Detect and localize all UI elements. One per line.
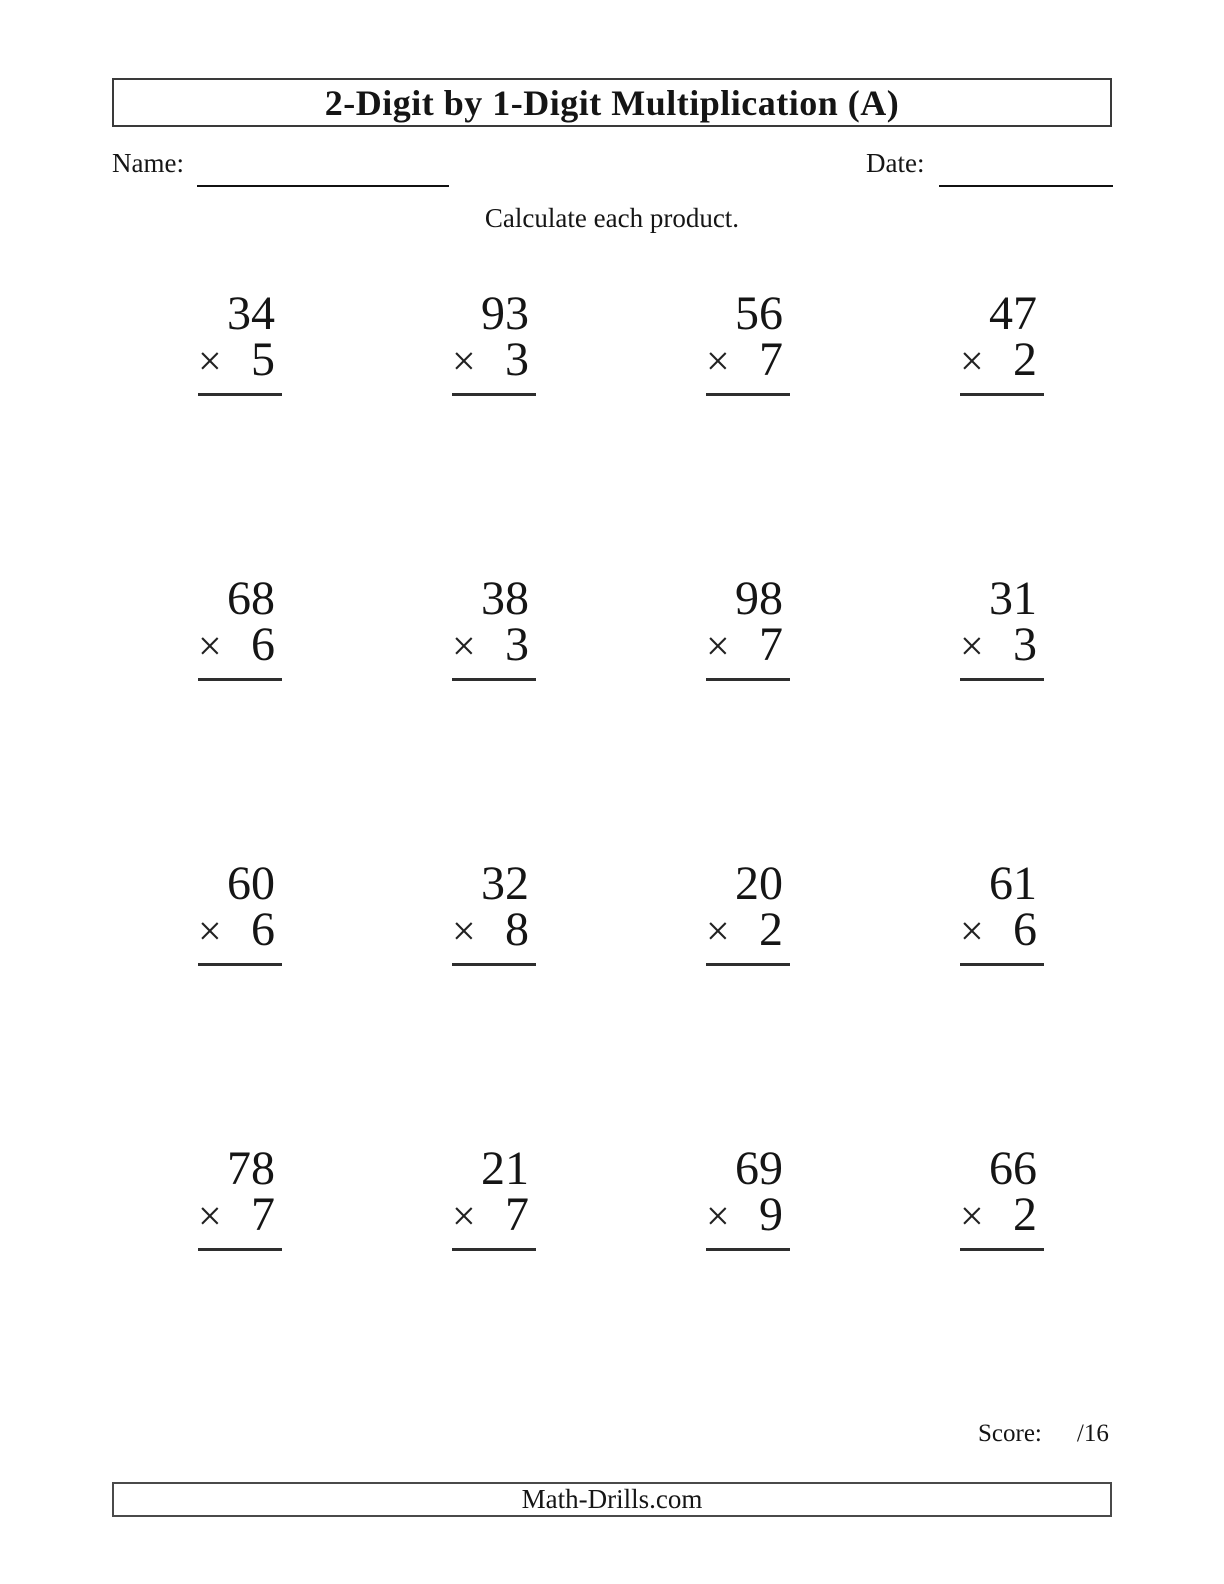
answer-line — [960, 963, 1044, 966]
multiplication-problem — [452, 287, 536, 396]
multiplier: 6 — [1013, 903, 1037, 956]
multiplier-row — [198, 1188, 282, 1241]
multiplicand: 34 — [227, 287, 275, 340]
multiplier: 7 — [759, 333, 783, 386]
answer-line — [960, 1248, 1044, 1251]
problem-cell-7 — [621, 540, 875, 825]
multiplier: 2 — [759, 903, 783, 956]
times-icon: × — [452, 909, 476, 955]
answer-line — [706, 678, 790, 681]
footer-brand: Math-Drills.com — [521, 1484, 703, 1514]
multiplier-row — [706, 333, 790, 386]
multiplicand: 93 — [481, 287, 529, 340]
date-blank-line — [939, 185, 1113, 187]
problem-cell-12 — [875, 825, 1129, 1110]
multiplier-row — [960, 903, 1044, 956]
multiplicand: 21 — [481, 1142, 529, 1195]
times-icon: × — [960, 909, 984, 955]
multiplicand: 20 — [735, 857, 783, 910]
multiplier-row — [452, 618, 536, 671]
multiplier: 7 — [759, 618, 783, 671]
times-icon: × — [960, 1194, 984, 1240]
multiplication-problem — [198, 287, 282, 396]
multiplier: 9 — [759, 1188, 783, 1241]
answer-line — [960, 393, 1044, 396]
times-icon: × — [452, 1194, 476, 1240]
problem-cell-8 — [875, 540, 1129, 825]
multiplication-problem — [452, 857, 536, 966]
times-icon: × — [198, 624, 222, 670]
problem-cell-3 — [621, 255, 875, 540]
multiplication-problem — [960, 572, 1044, 681]
answer-line — [960, 678, 1044, 681]
answer-line — [706, 393, 790, 396]
times-icon: × — [198, 909, 222, 955]
multiplier-row — [960, 333, 1044, 386]
multiplier-row — [452, 1188, 536, 1241]
date-label: Date: — [866, 148, 925, 178]
multiplication-problem — [706, 287, 790, 396]
multiplier: 7 — [251, 1188, 275, 1241]
times-icon: × — [706, 1194, 730, 1240]
multiplier-row — [452, 903, 536, 956]
times-icon: × — [452, 624, 476, 670]
multiplier-row — [706, 618, 790, 671]
multiplier: 6 — [251, 618, 275, 671]
multiplication-problem — [706, 857, 790, 966]
multiplier-row — [960, 1188, 1044, 1241]
multiplicand: 78 — [227, 1142, 275, 1195]
multiplier: 8 — [505, 903, 529, 956]
times-icon: × — [706, 909, 730, 955]
times-icon: × — [198, 339, 222, 385]
problems-grid — [113, 255, 1129, 1395]
multiplicand: 38 — [481, 572, 529, 625]
multiplier-row — [198, 618, 282, 671]
multiplier: 5 — [251, 333, 275, 386]
multiplicand: 60 — [227, 857, 275, 910]
times-icon: × — [198, 1194, 222, 1240]
multiplier-row — [706, 1188, 790, 1241]
multiplicand: 31 — [989, 572, 1037, 625]
problem-cell-5 — [113, 540, 367, 825]
problem-cell-14 — [367, 1110, 621, 1395]
multiplier: 6 — [251, 903, 275, 956]
multiplicand: 47 — [989, 287, 1037, 340]
multiplication-problem — [198, 857, 282, 966]
multiplier-row — [198, 903, 282, 956]
page-title: 2-Digit by 1-Digit Multiplication (A) — [324, 82, 900, 123]
multiplication-problem — [960, 287, 1044, 396]
times-icon: × — [960, 339, 984, 385]
answer-line — [198, 963, 282, 966]
multiplicand: 56 — [735, 287, 783, 340]
instruction-text: Calculate each product. — [484, 203, 740, 233]
multiplier: 2 — [1013, 1188, 1037, 1241]
problem-cell-11 — [621, 825, 875, 1110]
times-icon: × — [706, 339, 730, 385]
multiplicand: 66 — [989, 1142, 1037, 1195]
problem-cell-2 — [367, 255, 621, 540]
multiplier-row — [452, 333, 536, 386]
multiplier: 3 — [1013, 618, 1037, 671]
answer-line — [452, 1248, 536, 1251]
answer-line — [198, 393, 282, 396]
title-box — [112, 78, 1112, 127]
multiplication-problem — [198, 572, 282, 681]
score-label: Score: — [978, 1420, 1042, 1447]
problem-cell-6 — [367, 540, 621, 825]
multiplier: 3 — [505, 333, 529, 386]
multiplication-problem — [452, 572, 536, 681]
times-icon: × — [706, 624, 730, 670]
answer-line — [198, 678, 282, 681]
problem-cell-13 — [113, 1110, 367, 1395]
multiplication-problem — [960, 1142, 1044, 1251]
multiplication-problem — [960, 857, 1044, 966]
multiplier: 7 — [505, 1188, 529, 1241]
multiplicand: 32 — [481, 857, 529, 910]
times-icon: × — [960, 624, 984, 670]
problem-cell-15 — [621, 1110, 875, 1395]
answer-line — [706, 1248, 790, 1251]
problem-cell-1 — [113, 255, 367, 540]
answer-line — [452, 393, 536, 396]
problem-cell-4 — [875, 255, 1129, 540]
problem-cell-10 — [367, 825, 621, 1110]
multiplication-problem — [452, 1142, 536, 1251]
answer-line — [452, 963, 536, 966]
multiplier-row — [960, 618, 1044, 671]
multiplication-problem — [706, 1142, 790, 1251]
score-total: /16 — [1076, 1420, 1109, 1447]
multiplicand: 61 — [989, 857, 1037, 910]
multiplier: 2 — [1013, 333, 1037, 386]
footer-box — [112, 1482, 1112, 1517]
multiplicand: 69 — [735, 1142, 783, 1195]
problem-cell-9 — [113, 825, 367, 1110]
problem-cell-16 — [875, 1110, 1129, 1395]
multiplication-problem — [198, 1142, 282, 1251]
multiplier-row — [198, 333, 282, 386]
multiplicand: 68 — [227, 572, 275, 625]
name-blank-line — [197, 185, 449, 187]
multiplication-problem — [706, 572, 790, 681]
score-row — [978, 1420, 1109, 1448]
multiplicand: 98 — [735, 572, 783, 625]
answer-line — [706, 963, 790, 966]
multiplier: 3 — [505, 618, 529, 671]
answer-line — [452, 678, 536, 681]
times-icon: × — [452, 339, 476, 385]
multiplier-row — [706, 903, 790, 956]
name-label: Name: — [112, 148, 184, 178]
answer-line — [198, 1248, 282, 1251]
